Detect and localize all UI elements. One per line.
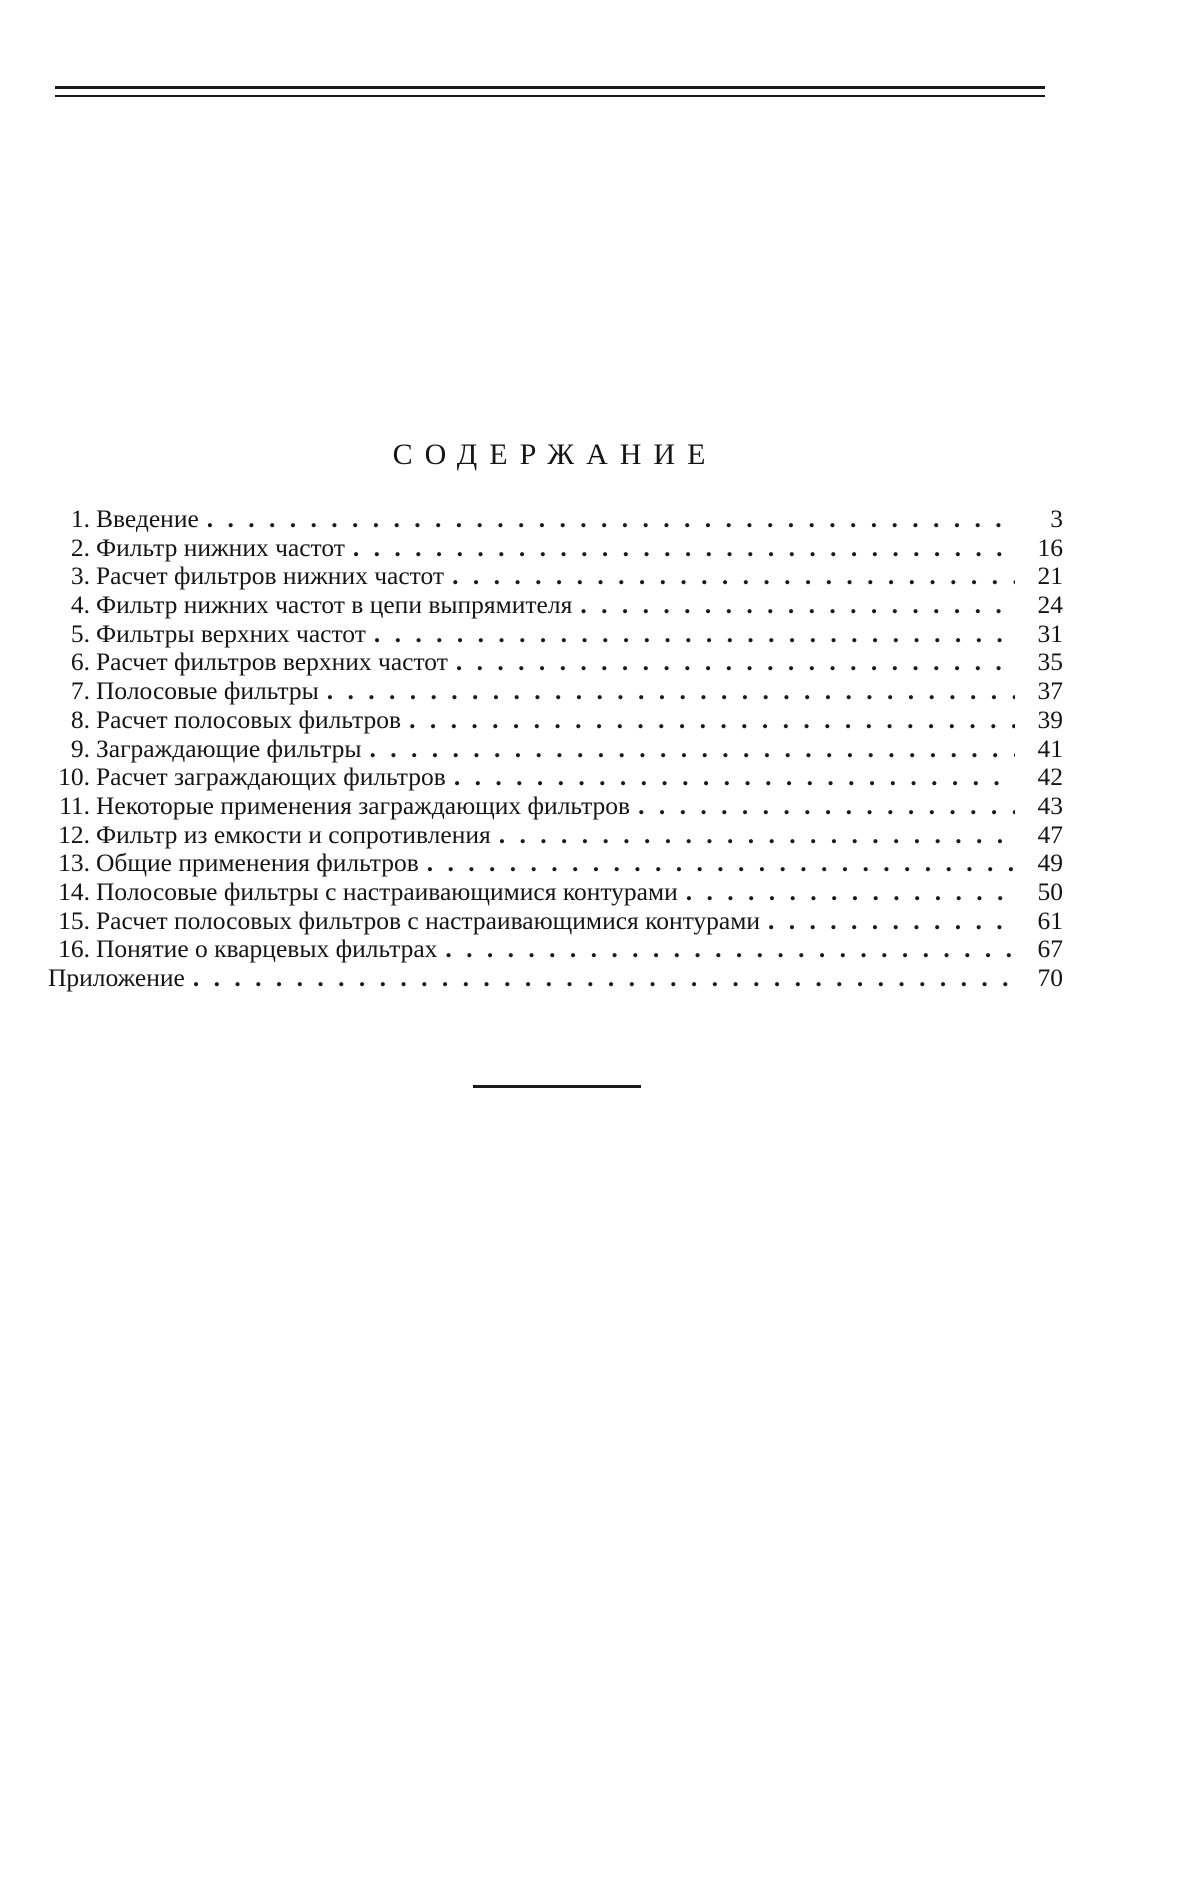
toc-entry-number: 10.: [58, 762, 90, 792]
toc-entry-title: Фильтр из емкости и сопротивления: [96, 819, 491, 849]
toc-entry-title: Фильтр нижних частот в цепи выпрямителя: [96, 590, 573, 620]
toc-entry-page: 16: [1037, 532, 1063, 562]
toc-entry-number: 2.: [70, 532, 90, 562]
toc-entry-page: 42: [1037, 762, 1063, 792]
toc-entry-page: 70: [1037, 963, 1063, 992]
toc-entry[interactable]: [48, 735, 1063, 764]
dot-leader: [369, 735, 1015, 764]
toc-entry[interactable]: [48, 792, 1063, 821]
dot-leader: [580, 591, 1015, 620]
toc-entry-page: 35: [1037, 647, 1063, 677]
dot-leader: [456, 648, 1015, 677]
toc-entry-page: 41: [1037, 733, 1063, 763]
toc-entry-number: 8.: [70, 704, 90, 734]
toc-entry-title: Некоторые применения заграждающих фильтров: [96, 790, 631, 820]
toc-entry-number: 1.: [70, 504, 90, 533]
dot-leader: [374, 620, 1015, 649]
toc-entry-title: Расчет полосовых фильтров: [96, 704, 402, 734]
toc-entry-number: 14.: [58, 876, 90, 906]
toc-entry[interactable]: [48, 849, 1063, 878]
toc-entry-page: 50: [1037, 876, 1063, 906]
toc-entry-page: 3: [1050, 504, 1063, 533]
toc-title: СОДЕРЖАНИЕ: [392, 438, 718, 471]
toc-entry-title: Расчет заграждающих фильтров: [96, 762, 446, 792]
dot-leader: [409, 706, 1015, 735]
toc-entry-page: 43: [1037, 790, 1063, 820]
toc-entry-number: 4.: [70, 590, 90, 620]
toc-entry[interactable]: [48, 935, 1063, 964]
toc-entry-title: Общие применения фильтров: [96, 848, 419, 878]
toc-entry-page: 39: [1037, 704, 1063, 734]
toc-entry[interactable]: [48, 562, 1063, 591]
toc-entry[interactable]: [48, 505, 1063, 534]
toc-entry-title: Полосовые фильтры с настраивающимися контурами: [96, 876, 678, 906]
dot-leader: [327, 677, 1015, 706]
toc-entry-number: 16.: [58, 934, 90, 964]
dot-leader: [207, 505, 1015, 534]
toc-entry-title: Приложение: [48, 963, 185, 992]
table-of-contents: [48, 505, 1063, 993]
dot-leader: [193, 964, 1015, 993]
toc-entry-number: 5.: [70, 618, 90, 648]
bottom-rule: [473, 1085, 641, 1088]
toc-entry-page: 31: [1037, 618, 1063, 648]
toc-entry-page: 37: [1037, 676, 1063, 706]
toc-entry-number: 13.: [58, 848, 90, 878]
toc-entry-page: 24: [1037, 590, 1063, 620]
toc-entry[interactable]: [48, 821, 1063, 850]
toc-entry[interactable]: [48, 620, 1063, 649]
toc-entry[interactable]: [48, 878, 1063, 907]
dot-leader: [499, 821, 1015, 850]
toc-entry-title: Фильтр нижних частот: [96, 532, 345, 562]
toc-entry-appendix[interactable]: [48, 964, 1063, 993]
toc-entry-page: 49: [1037, 848, 1063, 878]
toc-entry-title: Введение: [96, 504, 199, 533]
dot-leader: [454, 763, 1015, 792]
toc-entry[interactable]: [48, 763, 1063, 792]
toc-entry-page: 67: [1037, 934, 1063, 964]
dot-leader: [452, 562, 1015, 591]
toc-entry-page: 21: [1037, 561, 1063, 591]
toc-entry-number: 6.: [70, 647, 90, 677]
toc-entry-title: Расчет фильтров нижних частот: [96, 561, 445, 591]
dot-leader: [427, 849, 1015, 878]
dot-leader: [353, 534, 1015, 563]
toc-entry-number: 11.: [59, 790, 90, 820]
toc-entry[interactable]: [48, 677, 1063, 706]
toc-entry[interactable]: [48, 648, 1063, 677]
toc-entry-number: 15.: [58, 905, 90, 935]
toc-entry[interactable]: [48, 706, 1063, 735]
toc-entry-number: 9.: [70, 733, 90, 763]
toc-entry-title: Расчет полосовых фильтров с настраивающимися контурами: [96, 905, 761, 935]
toc-entry-number: 12.: [58, 819, 90, 849]
toc-entry-number: 3.: [70, 561, 90, 591]
top-rule-thin: [55, 95, 1045, 97]
top-rule-thick: [55, 86, 1045, 89]
toc-entry[interactable]: [48, 907, 1063, 936]
dot-leader: [638, 792, 1015, 821]
toc-entry-page: 61: [1037, 905, 1063, 935]
dot-leader: [768, 907, 1015, 936]
toc-entry-title: Заграждающие фильтры: [96, 733, 362, 763]
toc-entry-title: Понятие о кварцевых фильтрах: [96, 934, 438, 964]
toc-entry-title: Расчет фильтров верхних частот: [96, 647, 448, 677]
dot-leader: [686, 878, 1015, 907]
toc-entry-page: 47: [1037, 819, 1063, 849]
toc-entry-title: Фильтры верхних частот: [96, 618, 366, 648]
toc-entry[interactable]: [48, 534, 1063, 563]
toc-entry-number: 7.: [70, 676, 90, 706]
toc-entry[interactable]: [48, 591, 1063, 620]
dot-leader: [445, 935, 1015, 964]
toc-entry-title: Полосовые фильтры: [96, 676, 319, 706]
